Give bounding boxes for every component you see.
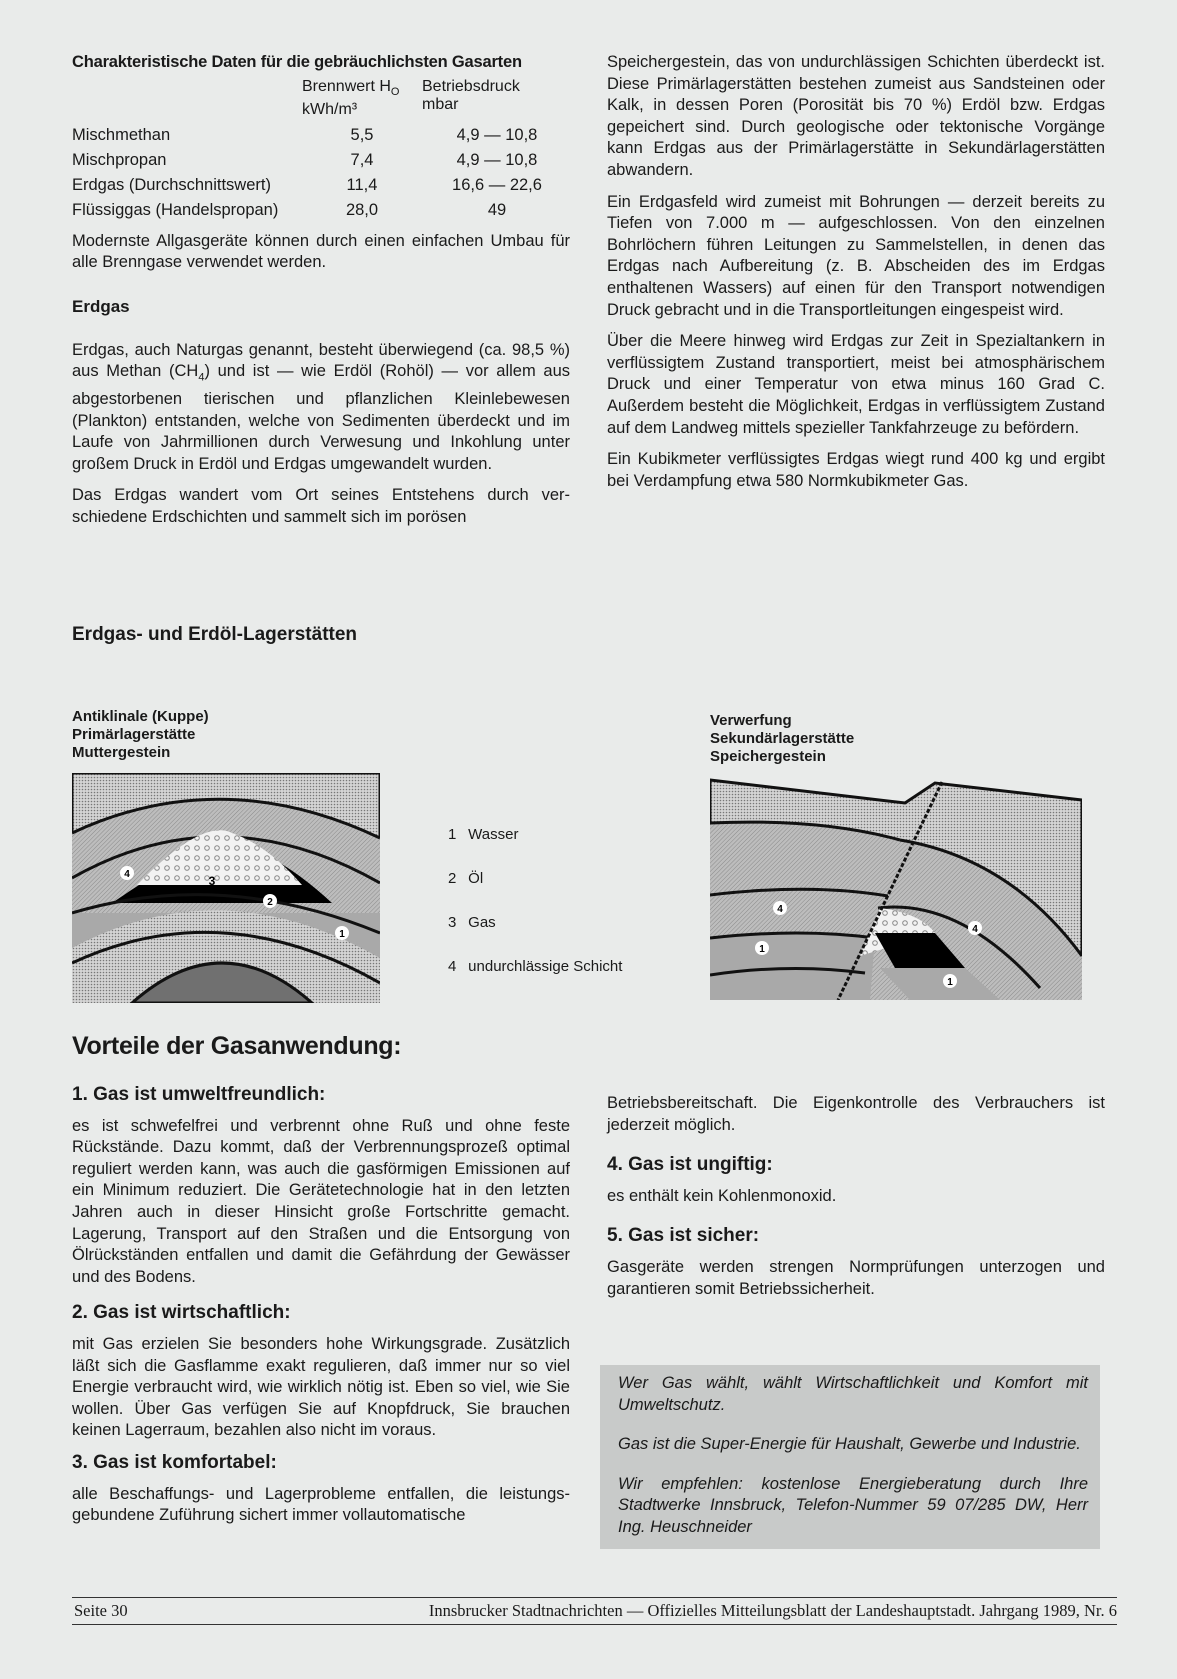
anticline-diagram	[72, 773, 380, 1003]
anticline-labels: Antiklinale (Kuppe) Primärlagerstätte Muttergestein	[72, 708, 209, 761]
advantage-5-text: Gasgeräte werden strengen Normprüfungen unterzogen und garantieren somit Betriebssicherheit.	[607, 1257, 1105, 1298]
advantage-2-text: mit Gas erzielen Sie besonders hohe Wirkungsgrade. Zusätzlich läßt sich die Gasflamme exakt regulieren, daß immer nur so viel Energie verbraucht wird, wie wirklich nötig ist. Eben so viel, wie Sie wollen. Über Gas verfügen Sie auf Knopfdruck, Sie brauchen keinen Lagerraum, bezahlen also nicht im voraus.	[72, 1334, 570, 1440]
advantage-3-continuation: Betriebsbereitschaft. Die Eigenkontrolle des Verbrauchers ist jederzeit möglich.	[607, 1094, 1105, 1134]
table-row: Mischpropan 7,4 4,9 — 10,8	[72, 150, 538, 169]
table-row: Mischmethan 5,5 4,9 — 10,8	[72, 125, 538, 144]
right-paragraph-3: Über die Meere hinweg wird Erdgas zur Zeit in Spezialtankern in verflüssigtem Zustand transportiert, meist bei atmosphärischem Druck und einer Temperatur von etwa minus 160 Grad C. Außerdem besteht die Möglichkeit, Erdgas in verflüssigtem Zustand auf dem Landweg mittels spezieller Tankfahrzeuge zu befördern.	[607, 332, 1105, 437]
advantages-title: Vorteile der Gasanwendung:	[72, 1032, 402, 1060]
left-column-top	[72, 52, 570, 539]
page-footer	[72, 1597, 1117, 1625]
erdgas-paragraph-1: Erdgas, auch Naturgas genannt, besteht überwiegend (ca. 98,5 %) aus Methan $(CH_4)$ und ist — wie Erdöl (Rohöl) — vor allem aus abgestorbenen tierischen und pflanzlichen Kleinlebewesen (Plankton) entstanden, welche von Sedimenten überdeckt und im Laufe von Jahrmillionen durch Verwesung und Inkohlung unter großem Druck in Erdöl und Erdgas umgewandelt wurden.	[72, 340, 570, 473]
diagram-legend	[448, 826, 622, 1002]
right-paragraph-4: Ein Kubikmeter verflüssigtes Erdgas wiegt rund 400 kg und ergibt bei Verdampfung etwa 580 Normkubikmeter Gas.	[607, 450, 1105, 490]
advantage-4-text: es enthält kein Kohlenmonoxid.	[607, 1186, 837, 1205]
recommendation-callout	[600, 1365, 1100, 1549]
advantage-2-heading: 2. Gas ist wirtschaftlich:	[72, 1302, 291, 1324]
publication-line: Innsbrucker Stadtnachrichten — Offizielles Mitteilungsblatt der Landeshauptstadt. Jahrgang 1989, Nr. 6	[428, 1601, 1117, 1620]
svg-text:4: 4	[972, 924, 978, 935]
marker-3-label: 3	[208, 874, 216, 888]
svg-text:1: 1	[947, 977, 953, 988]
header-betriebsdruck: Betriebsdruck mbar	[422, 77, 520, 113]
erdgas-paragraph-2: Das Erdgas wandert vom Ort seines Entstehens durch verschiedene Erdschichten und sammelt sich im porösen	[72, 486, 570, 527]
advantage-4-heading: 4. Gas ist ungiftig:	[607, 1154, 773, 1176]
table-row: Flüssiggas (Handelspropan) 28,0 49	[72, 200, 507, 219]
legend-item: 3 Gas	[448, 914, 496, 931]
fault-diagram	[710, 778, 1082, 1000]
table-row: Erdgas (Durchschnittswert) 11,4 16,6 — 22,6	[72, 175, 542, 194]
advantage-1-heading: 1. Gas ist umweltfreundlich:	[72, 1084, 326, 1105]
advantage-3-heading: 3. Gas ist komfortabel:	[72, 1451, 277, 1473]
fault-labels: Verwerfung Sekundärlagerstätte Speichergestein	[710, 712, 855, 765]
advantage-5-heading: 5. Gas ist sicher:	[607, 1225, 760, 1247]
right-paragraph-2: Ein Erdgasfeld wird zumeist mit Bohrungen — derzeit bereits zu Tiefen von 7.000 m — aufgeschlossen. Von den einzelnen Bohrlöchern führen Leitungen zu Sammelstellen, in denen das Erdgas nach Aufbereitung (z. B. Abscheiden des im Erdgas enthaltenen Wassers) auf einen für den Transport notwendigen Druck gebracht und in die Transportleitungen eingespeist wird.	[607, 192, 1105, 319]
marker-4-label: 4	[124, 869, 130, 880]
gas-table-note: Modernste Allgasgeräte können durch einen einfachen Umbau für alle Brenngase verwendet werden.	[72, 231, 570, 272]
callout-line: Gas ist die Super-Energie für Haushalt, Gewerbe und Industrie.	[618, 1435, 1081, 1454]
svg-text:1: 1	[759, 944, 765, 955]
erdgas-heading: Erdgas	[72, 296, 130, 316]
diagram-title: Erdgas- und Erdöl-Lagerstätten	[72, 624, 358, 645]
legend-item: 1 Wasser	[448, 826, 519, 843]
gas-table-title: Charakteristische Daten für die gebräuchlichsten Gasarten	[72, 53, 522, 71]
marker-2-label: 2	[267, 897, 273, 908]
callout-line: Wer Gas wählt, wählt Wirtschaftlichkeit und Komfort mit Umweltschutz.	[618, 1374, 1088, 1414]
marker-1-label: 1	[339, 929, 345, 940]
gas-data-table	[72, 78, 572, 225]
advantage-3-text: alle Beschaffungs- und Lagerprobleme entfallen, die leistungsgebundene Zuführung sichert immer vollautomatische	[72, 1484, 570, 1525]
advantages-right-column	[607, 1093, 1105, 1310]
legend-item: 4 undurchlässige Schicht	[448, 958, 623, 975]
right-column-top	[607, 52, 1105, 502]
svg-text:4: 4	[777, 904, 783, 915]
advantage-1-text: es ist schwefelfrei und verbrennt ohne Ruß und ohne feste Rückstände. Dazu kommt, daß der Verbrennungsprozeß optimal reguliert werden kann, was auch die gasförmigen Emissionen auf ein Minimum reduziert. Die Gerätetechnologie hat in den letzten Jahren auch in dieser Hinsicht große Fortschritte gemacht. Lagerung, Transport auf den Straßen und die Entsorgung von Ölrückständen entfallen und damit die Gefährdung der Gewässer und des Bodens.	[72, 1116, 570, 1286]
header-brennwert: Brennwert $H_O$ kWh/m³	[302, 77, 400, 118]
advantages-left-column	[72, 1084, 570, 1537]
callout-line: Wir empfehlen: kostenlose Energieberatung durch Ihre Stadtwerke Innsbruck, Telefon-Nummer 59 07/285 DW, Herr Ing. Heuschneider	[618, 1474, 1088, 1536]
gas-table-header	[72, 78, 572, 125]
right-paragraph-1: Speichergestein, das von undurchlässigen Schichten überdeckt ist. Diese Primärlagerstätten bestehen zumeist aus Sandsteinen oder Kalk, in dessen Poren (Porosität bis 70 %) Erdöl bzw. Erdgas gepeichert sind. Durch geologische oder tektonische Vorgänge kann Erdgas aus der Primärlagerstätte in Sekundärlagerstätten abwandern.	[607, 53, 1105, 179]
legend-item: 2 Öl	[448, 870, 484, 887]
page-number: Seite 30	[74, 1601, 128, 1620]
